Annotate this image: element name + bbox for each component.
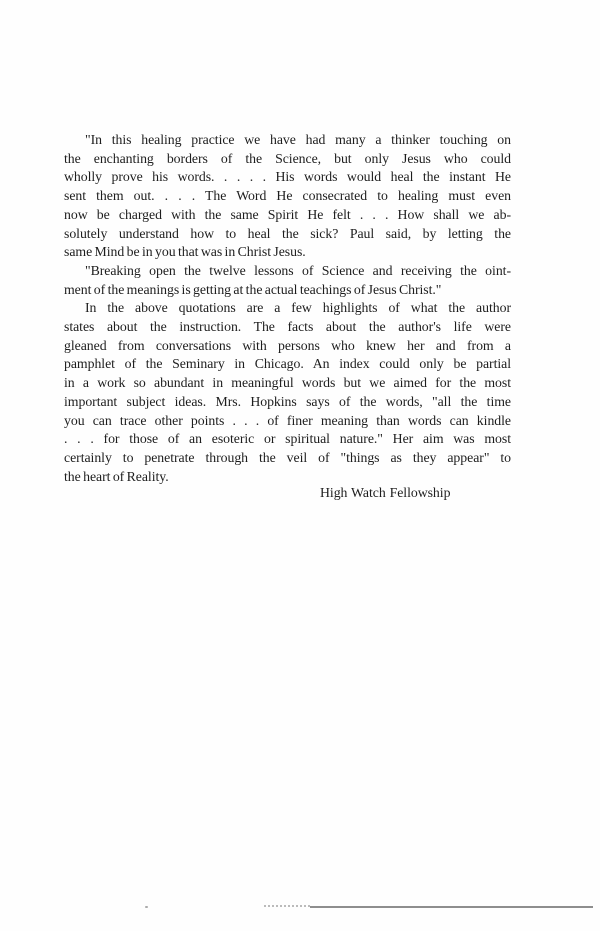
text-line: certainly to penetrate through the veil of "things as they appear" to — [64, 449, 511, 465]
footer-rule-dotted — [264, 905, 310, 907]
text-line: now be charged with the same Spirit He felt . . . How shall we ab- — [64, 206, 511, 222]
footer-rule — [310, 906, 593, 908]
text-line: gleaned from conversations with persons who knew her and from a — [64, 337, 511, 353]
text-line: "Breaking open the twelve lessons of Science and receiving the oint- — [85, 262, 511, 278]
text-line: wholly prove his words. . . . . His words would heal the instant He — [64, 169, 511, 185]
text-line: you can trace other points . . . of finer meaning than words can kindle — [64, 412, 511, 428]
text-line: ment of the meanings is getting at the actual teachings of Jesus Christ." — [64, 281, 442, 297]
text-line: important subject ideas. Mrs. Hopkins says of the words, "all the time — [64, 393, 511, 409]
text-line: . . . for those of an esoteric or spiritual nature." Her aim was most — [64, 431, 511, 447]
paragraph — [64, 299, 511, 486]
text-line: states about the instruction. The facts about the author's life were — [64, 319, 511, 335]
text-line: same Mind be in you that was in Christ Jesus. — [64, 244, 306, 260]
text-line: solutely understand how to heal the sick? Paul said, by letting the — [64, 225, 511, 241]
paragraph — [64, 262, 511, 299]
text-line: pamphlet of the Seminary in Chicago. An index could only be partial — [64, 356, 511, 372]
signature: High Watch Fellowship — [320, 485, 451, 501]
text-line: in a work so abundant in meaningful words but we aimed for the most — [64, 375, 511, 391]
text-line: sent them out. . . . The Word He consecrated to healing must even — [64, 188, 511, 204]
text-line: In the above quotations are a few highlights of what the author — [85, 300, 511, 316]
text-line: the enchanting borders of the Science, but only Jesus who could — [64, 150, 511, 166]
paragraph — [64, 131, 511, 262]
text-line: the heart of Reality. — [64, 468, 169, 484]
body-text — [64, 131, 511, 503]
scan-speck — [145, 906, 148, 908]
text-line: "In this healing practice we have had many a thinker touching on — [85, 132, 511, 147]
